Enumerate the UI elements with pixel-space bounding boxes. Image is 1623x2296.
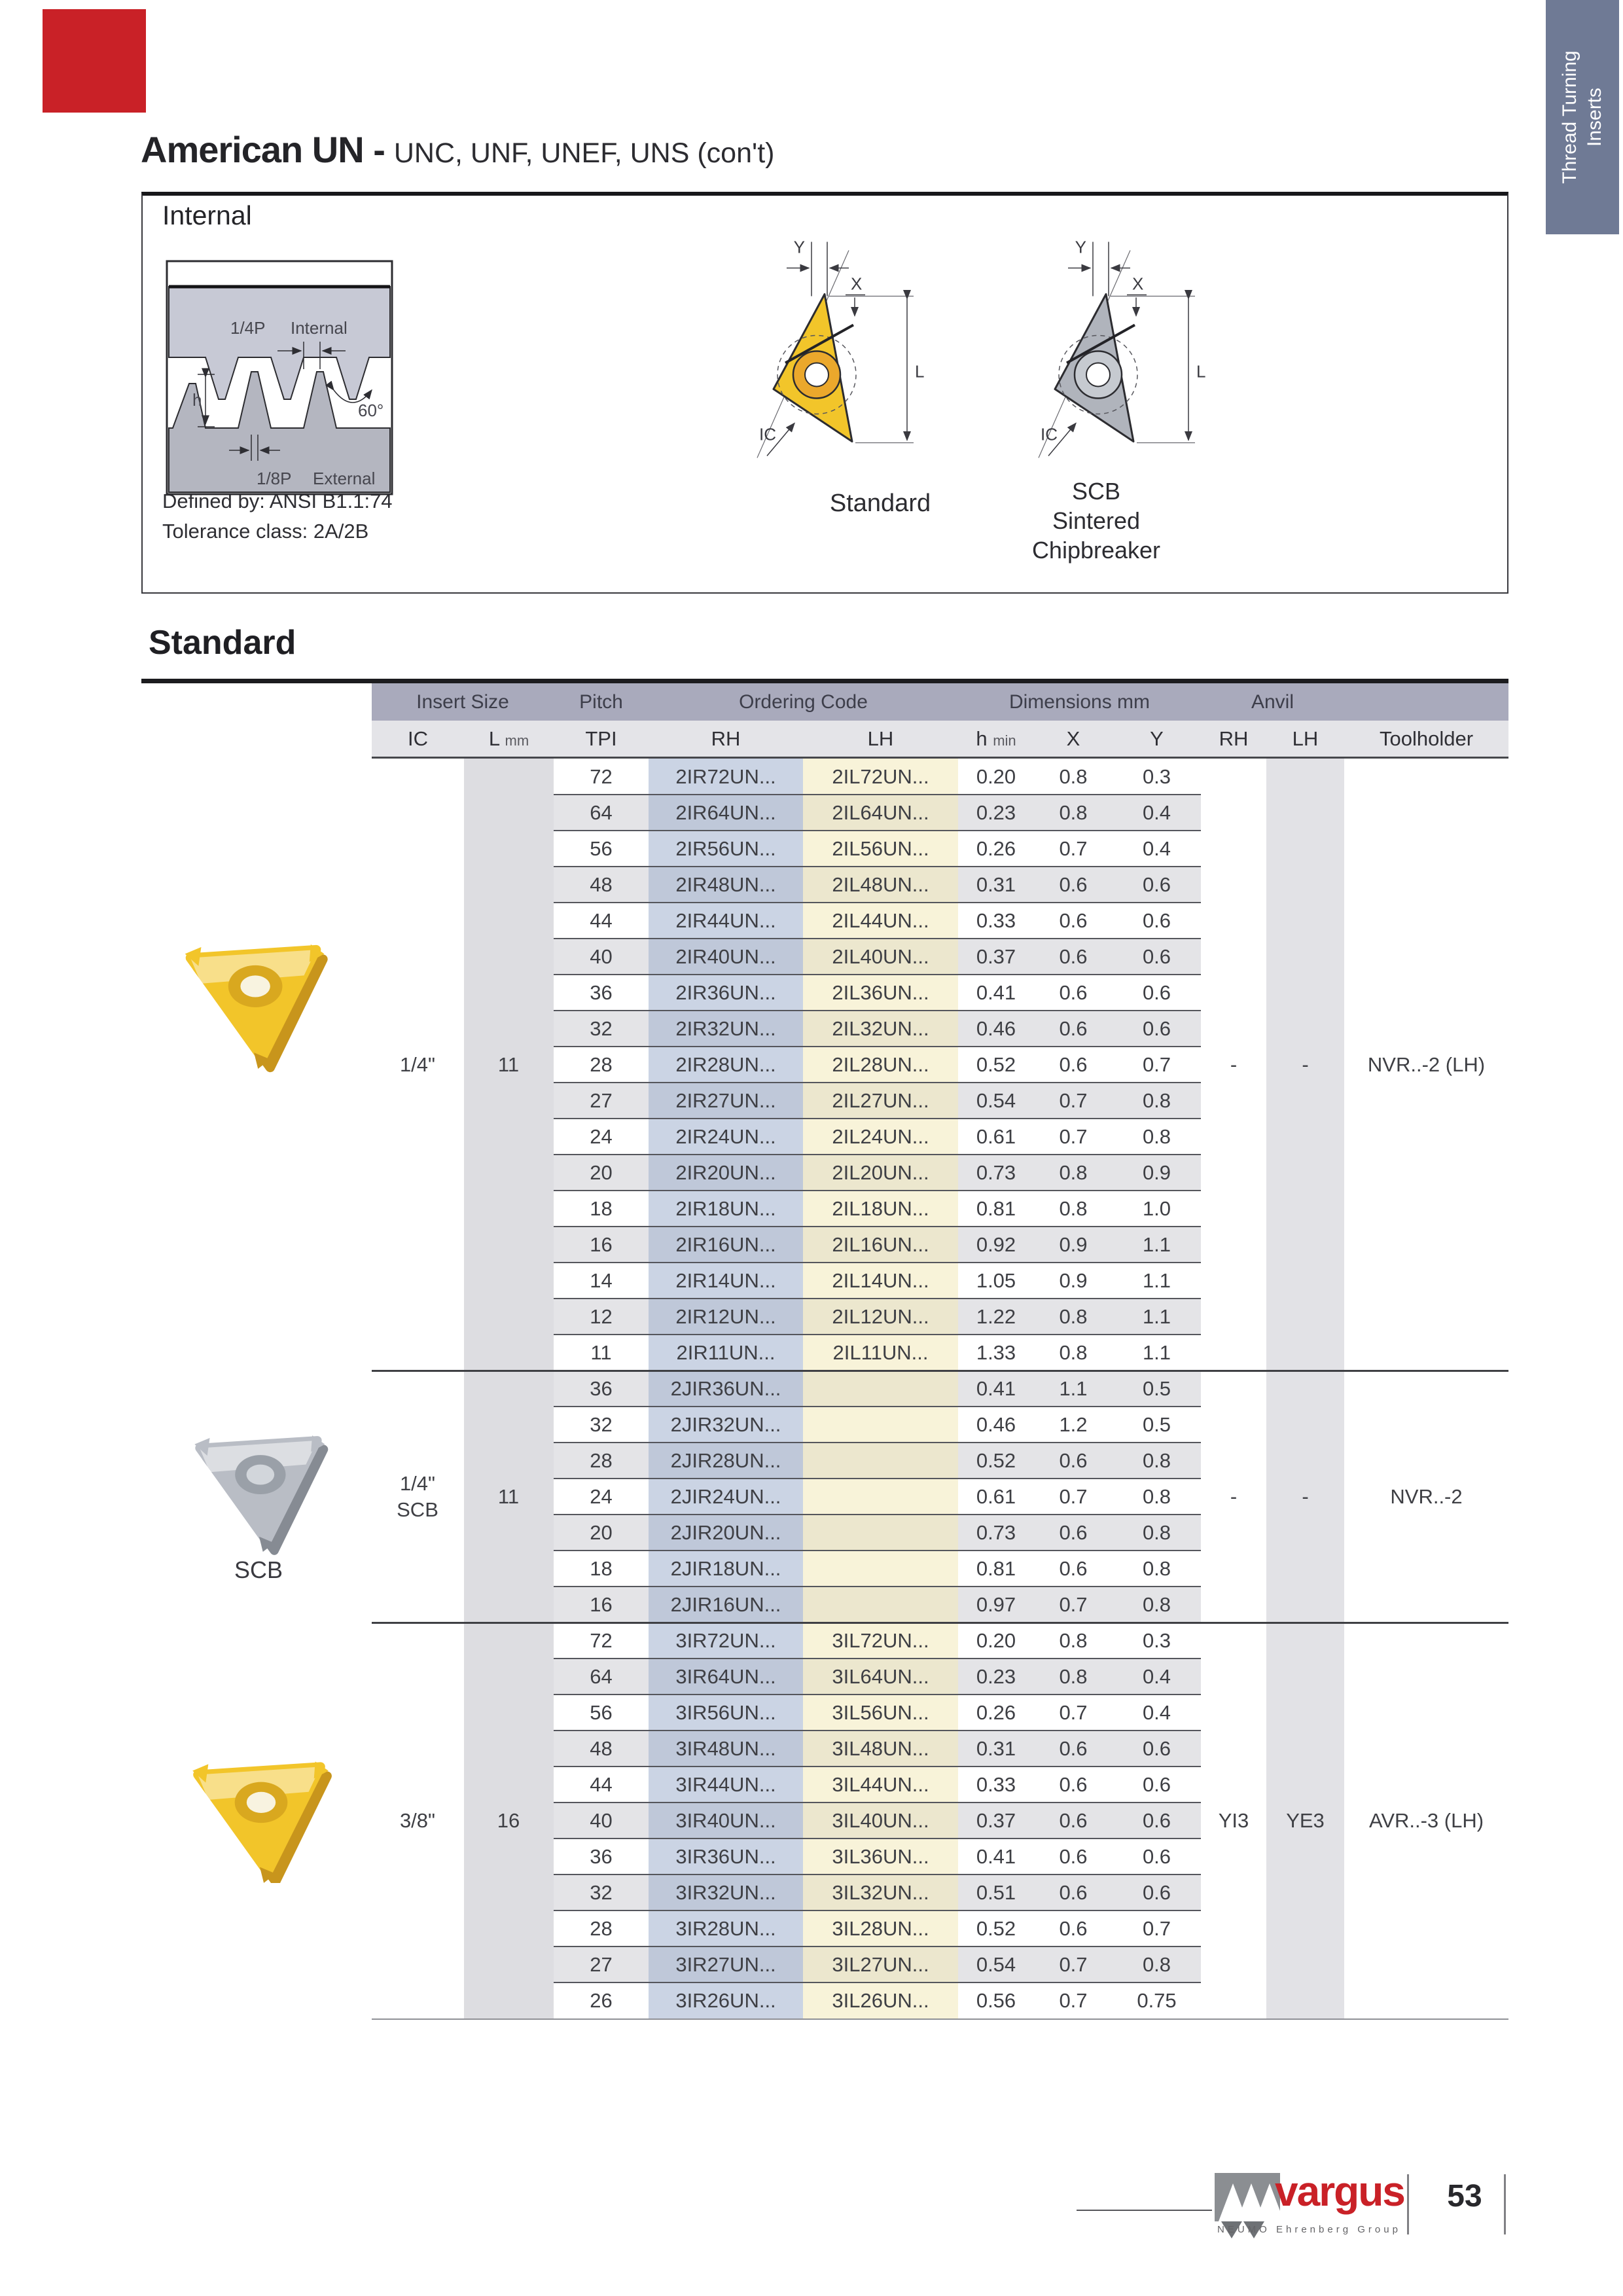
cell-x: 0.9 [1059, 1269, 1088, 1292]
cell-lh: 2IL44UN... [832, 909, 929, 932]
yellow-insert-photo [179, 1744, 338, 1883]
cell-y: 0.8 [1142, 1953, 1171, 1976]
cell-h: 0.73 [976, 1521, 1016, 1544]
cell-y: 0.8 [1142, 1485, 1171, 1508]
cell-h: 0.23 [976, 1665, 1016, 1688]
cell-x: 0.7 [1059, 1953, 1088, 1976]
cell-tpi: 12 [590, 1305, 613, 1328]
brand-wordmark: vargus [1275, 2168, 1404, 2215]
cell-h: 0.26 [976, 1701, 1016, 1724]
cell-y: 0.6 [1142, 1881, 1171, 1904]
cell-h: 0.81 [976, 1197, 1016, 1220]
cell-tpi: 14 [590, 1269, 613, 1292]
cell-y: 0.6 [1142, 909, 1171, 932]
cell-y: 1.1 [1142, 1341, 1171, 1364]
cell-x: 0.6 [1059, 909, 1088, 932]
sidebar-tab-line2: Inserts [1584, 87, 1605, 147]
col-lh: LH [867, 727, 894, 750]
header-anvil: Anvil [1251, 691, 1294, 713]
cell-tpi: 40 [590, 1809, 613, 1832]
cell-rh: 2JIR28UN... [670, 1449, 781, 1472]
cell-x: 0.8 [1059, 1305, 1088, 1328]
scb-insert-caption: SCB Sintered Chipbreaker [1031, 478, 1161, 564]
cell-tpi: 44 [590, 909, 613, 932]
cell-y: 0.8 [1142, 1521, 1171, 1544]
cell-lh: 2IL14UN... [832, 1269, 929, 1292]
header-pitch: Pitch [579, 691, 623, 713]
sidebar-tab-line1: Thread Turning [1559, 50, 1580, 184]
cell-tpi: 72 [590, 1629, 613, 1652]
cell-x: 0.8 [1059, 1341, 1088, 1364]
cell-x: 0.6 [1059, 1809, 1088, 1832]
cell-lh: 2IL12UN... [832, 1305, 929, 1328]
section-rule [141, 679, 1508, 683]
cell-h: 0.61 [976, 1485, 1016, 1508]
cell-y: 0.8 [1142, 1557, 1171, 1580]
cell-x: 0.6 [1059, 1521, 1088, 1544]
cell-rh: 3IR27UN... [675, 1953, 776, 1976]
cell-y: 0.6 [1142, 945, 1171, 968]
cell-h: 0.33 [976, 909, 1016, 932]
cell-y: 1.1 [1142, 1269, 1171, 1292]
cell-lh: 2IL40UN... [832, 945, 929, 968]
page-title-suffix: UNC, UNF, UNEF, UNS (con't) [393, 137, 775, 169]
cell-y: 1.1 [1142, 1305, 1171, 1328]
cell-h: 0.41 [976, 981, 1016, 1004]
svg-text:Y: Y [793, 237, 805, 257]
cell-tpi: 11 [590, 1341, 612, 1364]
cell-rh: 2IR44UN... [675, 909, 776, 932]
cell-x: 0.9 [1059, 1233, 1088, 1256]
page-number: 53 [1447, 2179, 1482, 2214]
cell-x: 0.6 [1059, 1917, 1088, 1940]
col-l: L mm [488, 727, 529, 750]
cell-tpi: 20 [590, 1521, 613, 1544]
cell-lh: 2IL56UN... [832, 837, 929, 860]
insert-photo [182, 1415, 334, 1556]
cell-rh: 3IR26UN... [675, 1989, 776, 2012]
cell-y: 0.5 [1142, 1413, 1171, 1436]
cell-rh: 3IR28UN... [675, 1917, 776, 1940]
header-ordering-code: Ordering Code [739, 691, 868, 713]
cell-rh: 3IR64UN... [675, 1665, 776, 1688]
section-heading-standard: Standard [149, 624, 296, 662]
group-anvil-rh: - [1230, 1484, 1238, 1508]
cell-lh: 3IL36UN... [832, 1845, 929, 1868]
cell-rh: 2IR64UN... [675, 801, 776, 824]
cell-h: 0.37 [976, 1809, 1016, 1832]
cell-rh: 2IR72UN... [675, 765, 776, 788]
cell-rh: 2IR48UN... [675, 873, 776, 896]
thread-profile-diagram [165, 259, 394, 496]
cell-tpi: 28 [590, 1917, 613, 1940]
cell-lh: 2IL16UN... [832, 1233, 929, 1256]
cell-y: 0.6 [1142, 1017, 1171, 1040]
tolerance-text: Tolerance class: 2A/2B [162, 520, 369, 543]
cell-rh: 3IR40UN... [675, 1809, 776, 1832]
group-toolholder: NVR..-2 [1390, 1484, 1463, 1508]
svg-text:L: L [1196, 361, 1206, 382]
sidebar-tab-label [1546, 0, 1619, 234]
cell-x: 0.8 [1059, 1161, 1088, 1184]
cell-h: 0.92 [976, 1233, 1016, 1256]
col-y: Y [1150, 727, 1164, 750]
cell-x: 0.6 [1059, 945, 1088, 968]
cell-lh: 3IL26UN... [832, 1989, 929, 2012]
defined-by-text: Defined by: ANSI B1.1:74 [162, 490, 393, 512]
cell-h: 0.41 [976, 1845, 1016, 1868]
cell-x: 0.6 [1059, 873, 1088, 896]
group-ic-size: 1/4" SCB [397, 1471, 438, 1521]
svg-text:External: External [313, 469, 376, 488]
cell-tpi: 18 [590, 1197, 613, 1220]
cell-rh: 2IR24UN... [675, 1125, 776, 1148]
col-ic: IC [408, 727, 428, 750]
cell-lh: 2IL11UN... [832, 1341, 929, 1364]
cell-y: 0.7 [1142, 1053, 1171, 1076]
cell-h: 0.37 [976, 945, 1016, 968]
cell-x: 0.6 [1059, 1773, 1088, 1796]
cell-y: 0.8 [1142, 1449, 1171, 1472]
cell-lh: 2IL32UN... [832, 1017, 929, 1040]
cell-rh: 2IR12UN... [675, 1305, 776, 1328]
page-title [141, 128, 774, 171]
cell-x: 0.6 [1059, 1017, 1088, 1040]
cell-h: 0.31 [976, 873, 1016, 896]
cell-h: 1.33 [976, 1341, 1016, 1364]
cell-x: 0.6 [1059, 981, 1088, 1004]
footer-rule [1077, 2210, 1212, 2211]
cell-x: 0.6 [1059, 1557, 1088, 1580]
gray-scb-insert-photo [182, 1415, 334, 1556]
cell-rh: 2JIR16UN... [670, 1593, 781, 1616]
cell-y: 0.4 [1142, 837, 1171, 860]
cell-lh: 3IL44UN... [832, 1773, 929, 1796]
internal-heading: Internal [162, 200, 252, 230]
group-toolholder: AVR..-3 (LH) [1368, 1808, 1484, 1832]
standard-insert-figure [754, 230, 937, 482]
cell-rh: 2IR18UN... [675, 1197, 776, 1220]
cell-tpi: 28 [590, 1053, 613, 1076]
cell-rh: 2IR36UN... [675, 981, 776, 1004]
cell-y: 0.4 [1142, 1701, 1171, 1724]
cell-rh: 3IR32UN... [675, 1881, 776, 1904]
cell-lh: 2IL24UN... [832, 1125, 929, 1148]
cell-tpi: 24 [590, 1125, 613, 1148]
cell-rh: 3IR48UN... [675, 1737, 776, 1760]
cell-y: 0.4 [1142, 1665, 1171, 1688]
group-separator [372, 1370, 1508, 1372]
cell-lh: 3IL32UN... [832, 1881, 929, 1904]
cell-tpi: 64 [590, 1665, 613, 1688]
svg-text:IC: IC [759, 424, 776, 444]
cell-rh: 2JIR36UN... [670, 1377, 781, 1400]
group-anvil-lh: YE3 [1286, 1808, 1325, 1832]
cell-rh: 2IR32UN... [675, 1017, 776, 1040]
cell-tpi: 36 [590, 1377, 613, 1400]
scb-photo-caption: SCB [234, 1556, 283, 1583]
cell-tpi: 28 [590, 1449, 613, 1472]
group-anvil-rh: - [1230, 1052, 1238, 1076]
footer-divider-right [1504, 2174, 1506, 2234]
cell-tpi: 18 [590, 1557, 613, 1580]
cell-y: 0.6 [1142, 1737, 1171, 1760]
cell-lh: 2IL20UN... [832, 1161, 929, 1184]
cell-rh: 2IR56UN... [675, 837, 776, 860]
svg-text:h: h [192, 390, 202, 410]
cell-h: 0.56 [976, 1989, 1016, 2012]
cell-tpi: 56 [590, 1701, 613, 1724]
cell-x: 0.6 [1059, 1881, 1088, 1904]
cell-lh: 3IL27UN... [832, 1953, 929, 1976]
cell-lh: 2IL36UN... [832, 981, 929, 1004]
cell-tpi: 40 [590, 945, 613, 968]
cell-y: 0.8 [1142, 1125, 1171, 1148]
cell-x: 1.2 [1059, 1413, 1088, 1436]
cell-tpi: 32 [590, 1017, 613, 1040]
cell-x: 0.7 [1059, 1701, 1088, 1724]
cell-y: 0.5 [1142, 1377, 1171, 1400]
cell-rh: 3IR72UN... [675, 1629, 776, 1652]
cell-rh: 2JIR18UN... [670, 1557, 781, 1580]
cell-tpi: 44 [590, 1773, 613, 1796]
cell-h: 0.41 [976, 1377, 1016, 1400]
insert-photo [171, 885, 334, 1111]
cell-tpi: 32 [590, 1881, 613, 1904]
cell-lh: 3IL28UN... [832, 1917, 929, 1940]
group-ic-size: 1/4" [399, 1052, 436, 1076]
cell-tpi: 24 [590, 1485, 613, 1508]
cell-lh: 2IL48UN... [832, 873, 929, 896]
cell-h: 1.22 [976, 1305, 1016, 1328]
cell-h: 0.46 [976, 1017, 1016, 1040]
cell-h: 0.52 [976, 1053, 1016, 1076]
cell-tpi: 36 [590, 981, 613, 1004]
standard-insert-caption: Standard [829, 490, 931, 517]
cell-y: 0.6 [1142, 1809, 1171, 1832]
cell-tpi: 16 [590, 1593, 613, 1616]
cell-h: 0.81 [976, 1557, 1016, 1580]
cell-rh: 2IR27UN... [675, 1089, 776, 1112]
cell-tpi: 48 [590, 873, 613, 896]
cell-h: 0.31 [976, 1737, 1016, 1760]
cell-x: 0.8 [1059, 1629, 1088, 1652]
cell-y: 0.3 [1142, 765, 1171, 788]
cell-lh: 3IL72UN... [832, 1629, 929, 1652]
cell-rh: 2IR20UN... [675, 1161, 776, 1184]
cell-lh: 2IL28UN... [832, 1053, 929, 1076]
cell-h: 0.97 [976, 1593, 1016, 1616]
cell-x: 0.7 [1059, 837, 1088, 860]
cell-h: 1.05 [976, 1269, 1016, 1292]
cell-rh: 2IR14UN... [675, 1269, 776, 1292]
cell-y: 0.6 [1142, 1845, 1171, 1868]
col-anvil-lh: LH [1292, 727, 1319, 750]
cell-rh: 2JIR32UN... [670, 1413, 781, 1436]
cell-y: 0.8 [1142, 1089, 1171, 1112]
scb-insert-figure [1035, 230, 1219, 482]
cell-y: 0.4 [1142, 801, 1171, 824]
cell-lh: 3IL40UN... [832, 1809, 929, 1832]
cell-y: 0.3 [1142, 1629, 1171, 1652]
cell-x: 0.6 [1059, 1737, 1088, 1760]
cell-y: 0.75 [1137, 1989, 1177, 2012]
cell-lh: 3IL64UN... [832, 1665, 929, 1688]
sidebar-tab-thread-turning-inserts [1546, 0, 1619, 234]
group-l-value: 11 [497, 1484, 520, 1508]
cell-tpi: 27 [590, 1089, 613, 1112]
cell-lh: 2IL27UN... [832, 1089, 929, 1112]
group-anvil-lh: - [1302, 1052, 1309, 1076]
group-anvil-rh: YI3 [1218, 1808, 1249, 1832]
cell-rh: 2IR16UN... [675, 1233, 776, 1256]
cell-rh: 2IR40UN... [675, 945, 776, 968]
page-title-main: American UN - [141, 129, 385, 170]
cell-h: 0.20 [976, 1629, 1016, 1652]
cell-x: 0.7 [1059, 1593, 1088, 1616]
cell-rh: 2JIR24UN... [670, 1485, 781, 1508]
cell-x: 0.8 [1059, 765, 1088, 788]
cell-tpi: 56 [590, 837, 613, 860]
cell-y: 0.9 [1142, 1161, 1171, 1184]
cell-tpi: 20 [590, 1161, 613, 1184]
cell-h: 0.23 [976, 801, 1016, 824]
cell-tpi: 48 [590, 1737, 613, 1760]
cell-h: 0.61 [976, 1125, 1016, 1148]
cell-rh: 2IR11UN... [676, 1341, 776, 1364]
cell-lh: 3IL56UN... [832, 1701, 929, 1724]
cell-h: 0.73 [976, 1161, 1016, 1184]
cell-x: 0.6 [1059, 1845, 1088, 1868]
cell-rh: 3IR36UN... [675, 1845, 776, 1868]
header-insert-size: Insert Size [416, 691, 509, 713]
cell-x: 0.6 [1059, 1449, 1088, 1472]
brand-subtitle: NEUMO Ehrenberg Group [1217, 2224, 1401, 2235]
yellow-insert-photo [171, 885, 334, 1111]
cell-lh: 2IL18UN... [832, 1197, 929, 1220]
cell-tpi: 16 [590, 1233, 613, 1256]
insert-photo [179, 1744, 338, 1883]
cell-tpi: 36 [590, 1845, 613, 1868]
svg-text:1/4P: 1/4P [230, 318, 266, 338]
cell-rh: 3IR56UN... [675, 1701, 776, 1724]
svg-text:Y: Y [1075, 237, 1086, 257]
cell-y: 0.6 [1142, 1773, 1171, 1796]
cell-x: 0.6 [1059, 1053, 1088, 1076]
header-dimensions: Dimensions mm [1008, 691, 1150, 713]
cell-h: 0.51 [976, 1881, 1016, 1904]
group-anvil-lh: - [1302, 1484, 1309, 1508]
svg-text:X: X [851, 274, 863, 294]
cell-tpi: 26 [590, 1989, 613, 2012]
col-h-min: h min [976, 727, 1016, 750]
cell-tpi: 32 [590, 1413, 613, 1436]
cell-lh: 2IL64UN... [832, 801, 929, 824]
cell-rh: 2IR28UN... [675, 1053, 776, 1076]
brand-corner-square [43, 9, 146, 113]
cell-y: 0.6 [1142, 981, 1171, 1004]
cell-y: 0.8 [1142, 1593, 1171, 1616]
cell-x: 1.1 [1059, 1377, 1088, 1400]
col-x: X [1066, 727, 1080, 750]
svg-text:L: L [915, 361, 925, 382]
cell-x: 0.8 [1059, 1665, 1088, 1688]
svg-text:IC: IC [1041, 424, 1058, 444]
group-l-value: 16 [497, 1808, 520, 1832]
group-l-value: 11 [497, 1052, 520, 1076]
cell-tpi: 27 [590, 1953, 613, 1976]
group-toolholder: NVR..-2 (LH) [1367, 1052, 1486, 1076]
cell-x: 0.8 [1059, 1197, 1088, 1220]
col-anvil-rh: RH [1219, 727, 1249, 750]
cell-h: 0.54 [976, 1953, 1016, 1976]
footer-divider-left [1407, 2174, 1409, 2234]
svg-text:X: X [1132, 274, 1144, 294]
cell-lh: 3IL48UN... [832, 1737, 929, 1760]
cell-y: 0.7 [1142, 1917, 1171, 1940]
table-bottom-border [372, 2018, 1508, 2020]
svg-text:60°: 60° [358, 401, 384, 420]
cell-x: 0.7 [1059, 1089, 1088, 1112]
group-ic-size: 3/8" [399, 1808, 436, 1832]
cell-rh: 3IR44UN... [675, 1773, 776, 1796]
cell-x: 0.7 [1059, 1989, 1088, 2012]
col-tpi: TPI [585, 727, 617, 750]
cell-tpi: 72 [590, 765, 613, 788]
cell-y: 1.0 [1142, 1197, 1171, 1220]
col-rh: RH [711, 727, 741, 750]
cell-x: 0.7 [1059, 1125, 1088, 1148]
cell-h: 0.46 [976, 1413, 1016, 1436]
cell-h: 0.20 [976, 765, 1016, 788]
col-toolholder: Toolholder [1379, 727, 1474, 750]
cell-h: 0.52 [976, 1917, 1016, 1940]
cell-x: 0.8 [1059, 801, 1088, 824]
cell-lh: 2IL72UN... [832, 765, 929, 788]
svg-text:Internal: Internal [291, 318, 348, 338]
cell-y: 0.6 [1142, 873, 1171, 896]
cell-y: 1.1 [1142, 1233, 1171, 1256]
cell-x: 0.7 [1059, 1485, 1088, 1508]
cell-h: 0.26 [976, 837, 1016, 860]
cell-rh: 2JIR20UN... [670, 1521, 781, 1544]
cell-h: 0.54 [976, 1089, 1016, 1112]
cell-h: 0.52 [976, 1449, 1016, 1472]
cell-tpi: 64 [590, 801, 613, 824]
cell-h: 0.33 [976, 1773, 1016, 1796]
svg-text:1/8P: 1/8P [257, 469, 292, 488]
